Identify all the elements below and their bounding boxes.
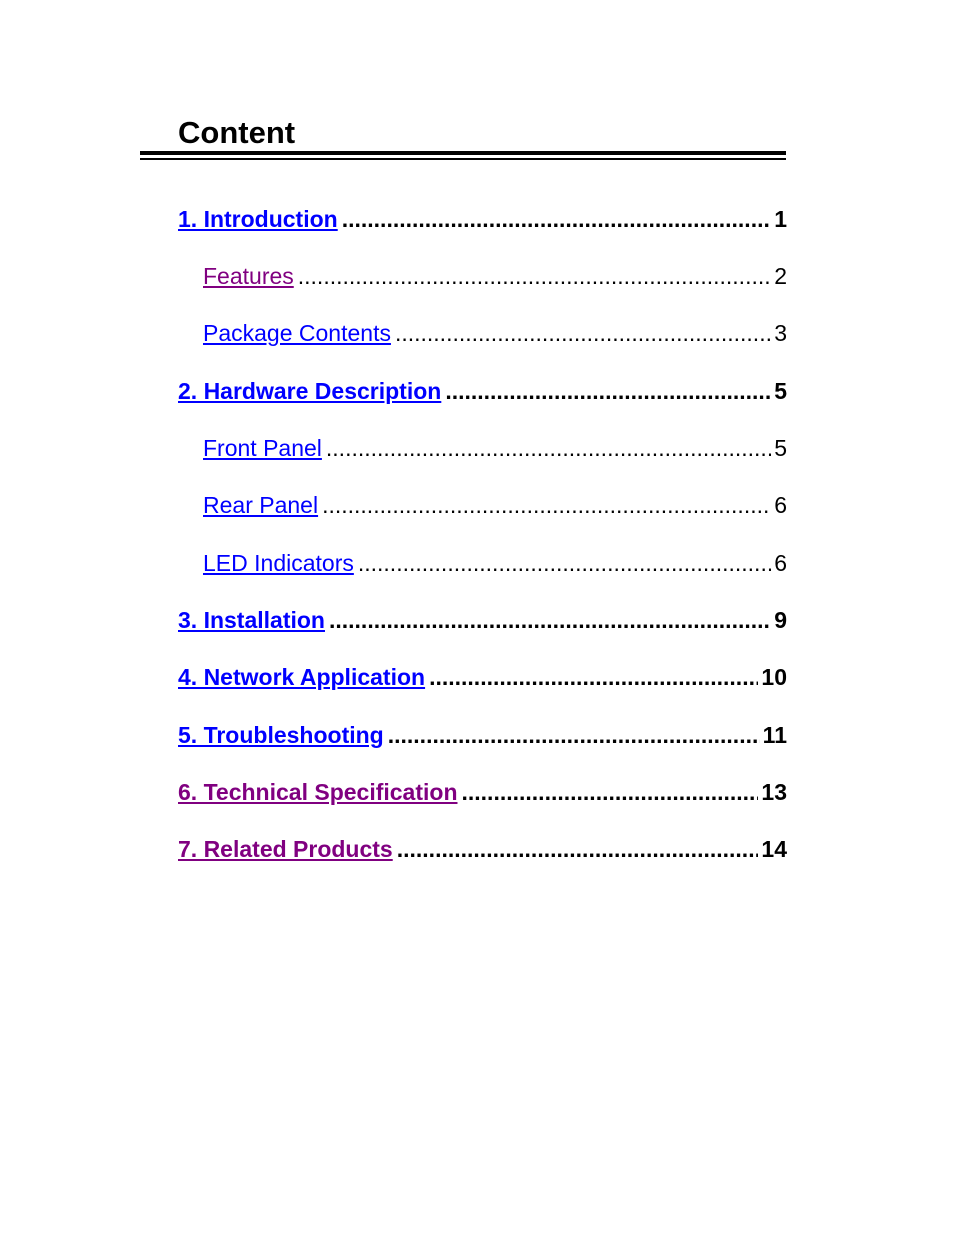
- toc-entry-technical-specification: [178, 777, 787, 807]
- toc-link-network-application[interactable]: 4. Network Application: [178, 664, 426, 690]
- toc-page-number: 10: [761, 664, 787, 690]
- toc-link-related-products[interactable]: 7. Related Products: [178, 836, 393, 862]
- title-double-rule: [140, 151, 786, 160]
- toc-link-installation[interactable]: 3. Installation: [178, 607, 325, 633]
- title-rule-thin-line: [140, 158, 786, 160]
- toc-entry-related-products: [178, 834, 787, 864]
- toc-dot-leader: [329, 605, 771, 635]
- toc-link-technical-specification[interactable]: 6. Technical Specification: [178, 779, 458, 805]
- toc-dot-leader: [429, 662, 758, 692]
- toc-link-hardware-description[interactable]: 2. Hardware Description: [178, 378, 442, 404]
- toc-dot-leader: [388, 720, 760, 750]
- toc-link-package-contents[interactable]: Package Contents: [203, 320, 391, 346]
- toc-entry-hardware-description: [178, 376, 787, 406]
- toc-entry-package-contents: [203, 318, 787, 348]
- toc-link-rear-panel[interactable]: Rear Panel: [203, 492, 319, 518]
- toc-page-number: 14: [761, 836, 787, 862]
- toc-entry-led-indicators: [203, 548, 787, 578]
- toc-dot-leader: [397, 834, 759, 864]
- toc-entry-front-panel: [203, 433, 787, 463]
- toc-entry-introduction: [178, 204, 787, 234]
- toc-page-number: 13: [761, 779, 787, 805]
- toc-page-number: 5: [774, 435, 787, 461]
- toc-page-number: 2: [774, 263, 787, 289]
- toc-dot-leader: [298, 261, 771, 291]
- title-rule-thick-line: [140, 151, 786, 155]
- toc-dot-leader: [445, 376, 771, 406]
- toc-page-number: 5: [774, 378, 787, 404]
- toc-dot-leader: [462, 777, 759, 807]
- toc-page-number: 9: [774, 607, 787, 633]
- toc-link-introduction[interactable]: 1. Introduction: [178, 206, 338, 232]
- toc-link-troubleshooting[interactable]: 5. Troubleshooting: [178, 722, 384, 748]
- toc-page-number: 6: [774, 550, 787, 576]
- toc-dot-leader: [322, 490, 771, 520]
- toc-link-front-panel[interactable]: Front Panel: [203, 435, 322, 461]
- toc-link-features[interactable]: Features: [203, 263, 294, 289]
- toc-page-number: 3: [774, 320, 787, 346]
- page-title: Content: [178, 115, 296, 150]
- toc-entry-rear-panel: [203, 490, 787, 520]
- toc-dot-leader: [395, 318, 771, 348]
- toc-page-number: 1: [774, 206, 787, 232]
- toc-dot-leader: [326, 433, 771, 463]
- toc-entry-troubleshooting: [178, 720, 787, 750]
- toc-dot-leader: [342, 204, 771, 234]
- toc-page-number: 11: [762, 722, 787, 748]
- toc-dot-leader: [358, 548, 771, 578]
- toc-link-led-indicators[interactable]: LED Indicators: [203, 550, 354, 576]
- toc-entry-network-application: [178, 662, 787, 692]
- toc-page-number: 6: [774, 492, 787, 518]
- toc-entry-installation: [178, 605, 787, 635]
- toc-entry-features: [203, 261, 787, 291]
